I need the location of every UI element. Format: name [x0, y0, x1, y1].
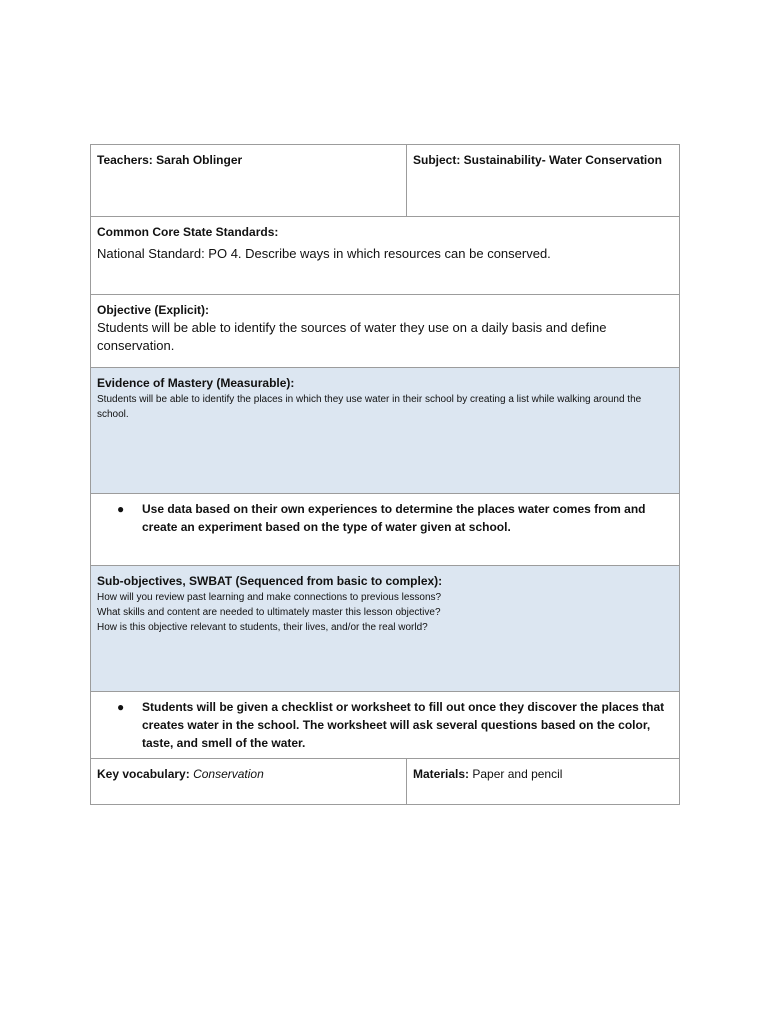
evidence-bullet-cell	[91, 494, 680, 566]
vocab-line	[97, 765, 400, 783]
teachers-label: Teachers: Sarah Oblinger	[97, 153, 243, 167]
objective-text: Students will be able to identify the sources of water they use on a daily basis and define conservation.	[97, 320, 607, 353]
subobjectives-heading: Sub-objectives, SWBAT (Sequenced from basic to complex):	[97, 574, 443, 588]
standards-row	[91, 217, 680, 295]
footer-row	[91, 759, 680, 805]
subobjectives-cell	[91, 566, 680, 692]
vocab-label: Key vocabulary:	[97, 767, 190, 781]
evidence-bullet-item	[97, 500, 673, 536]
bullet-icon: ●	[117, 502, 125, 516]
objective-cell	[91, 295, 680, 368]
subobjectives-bullet-text: Students will be given a checklist or worksheet to fill out once they discover the places that creates water in the school. The worksheet will ask several questions based on the color, taste, and smell of the water.	[142, 700, 665, 750]
vocab-value: Conservation	[193, 767, 264, 781]
subobjectives-line: What skills and content are needed to ultimately master this lesson objective?	[97, 607, 441, 618]
evidence-cell	[91, 368, 680, 494]
lesson-plan-table	[90, 144, 680, 805]
standards-heading: Common Core State Standards:	[97, 225, 279, 239]
evidence-heading: Evidence of Mastery (Measurable):	[97, 376, 295, 390]
evidence-row	[91, 368, 680, 494]
standards-text: National Standard: PO 4. Describe ways in which resources can be conserved.	[97, 246, 551, 261]
subject-cell	[407, 145, 680, 217]
bullet-icon: ●	[117, 700, 125, 714]
objective-row	[91, 295, 680, 368]
subobjectives-line: How will you review past learning and make connections to previous lessons?	[97, 592, 442, 603]
evidence-bullet-row	[91, 494, 680, 566]
evidence-bullet-text: Use data based on their own experiences to determine the places water comes from and create an experiment based on the type of water given at school.	[142, 502, 646, 534]
objective-heading: Objective (Explicit):	[97, 303, 210, 317]
materials-line	[413, 765, 673, 783]
vocab-cell	[91, 759, 407, 805]
materials-cell	[407, 759, 680, 805]
header-row	[91, 145, 680, 217]
teachers-cell	[91, 145, 407, 217]
subobjectives-bullet-row	[91, 692, 680, 759]
subobjectives-bullet-cell	[91, 692, 680, 759]
subobjectives-line: How is this objective relevant to students, their lives, and/or the real world?	[97, 622, 428, 633]
subject-label: Subject: Sustainability- Water Conservation	[413, 153, 662, 167]
materials-label: Materials:	[413, 767, 470, 781]
materials-value: Paper and pencil	[472, 767, 563, 781]
evidence-text: Students will be able to identify the places in which they use water in their school by creating a list while walking around the school.	[97, 394, 642, 420]
subobjectives-bullet-item	[97, 698, 673, 752]
standards-cell	[91, 217, 680, 295]
subobjectives-row	[91, 566, 680, 692]
